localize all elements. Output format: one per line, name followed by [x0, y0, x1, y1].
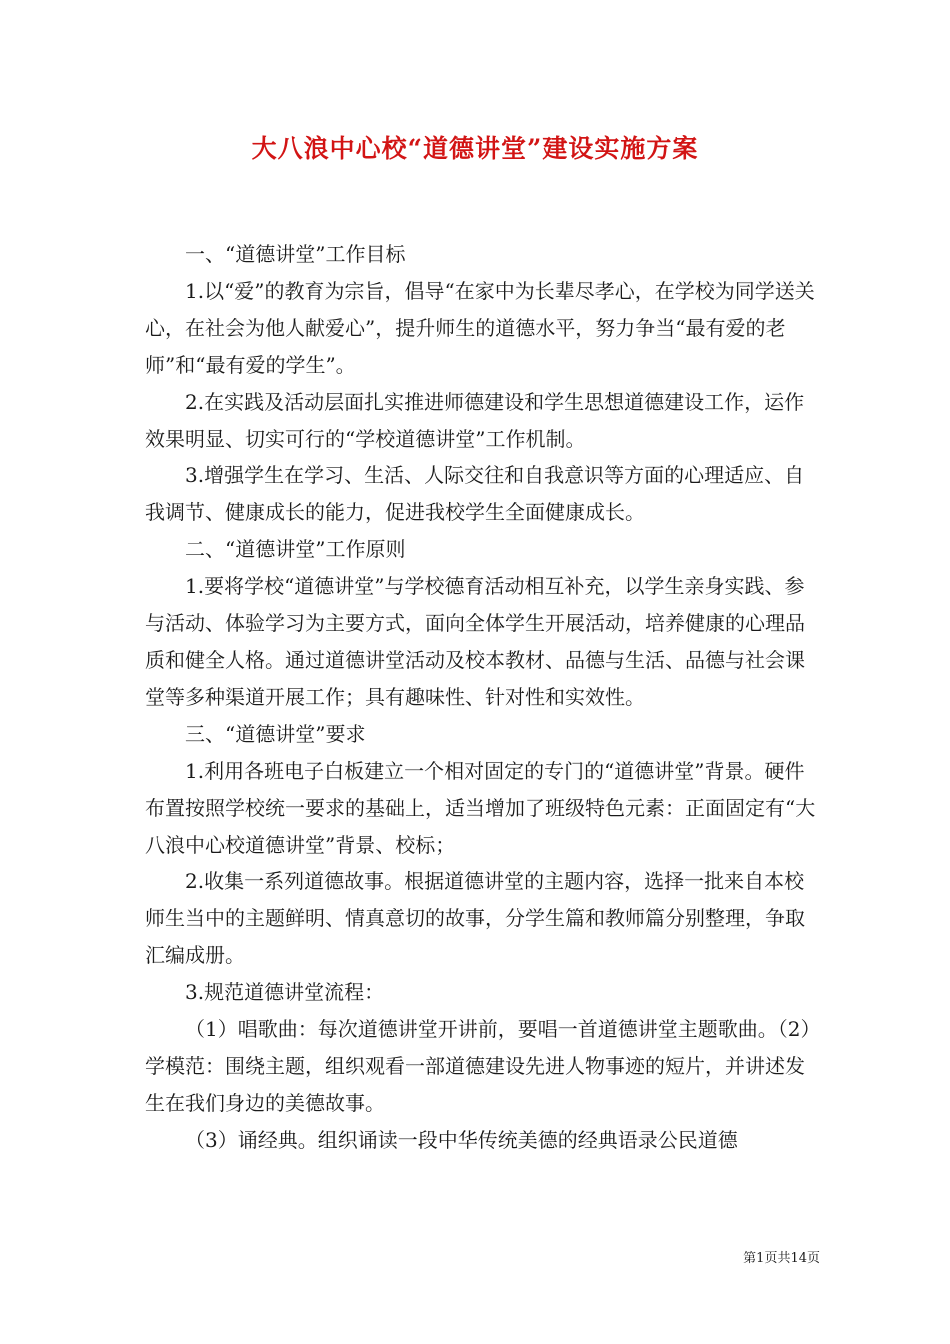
page-number: 第1页共14页 [743, 1251, 820, 1266]
paragraph-goal-1: 1.以“爱”的教育为宗旨，倡导“在家中为长辈尽孝心，在学校为同学送关心，在社会为他人献爱心”，提升师生的道德水平，努力争当“最有爱的老师”和“最有爱的学生”。 [145, 278, 815, 377]
section-heading-3: 三、“道德讲堂”要求 [185, 721, 366, 746]
paragraph-process-3: （3）诵经典。组织诵读一段中华传统美德的经典语录公民道德 [185, 1127, 738, 1152]
section-heading-2: 二、“道德讲堂”工作原则 [185, 537, 406, 562]
paragraph-requirement-3: 3.规范道德讲堂流程： [185, 980, 385, 1005]
paragraph-requirement-2: 2.收集一系列道德故事。根据道德讲堂的主题内容，选择一批来自本校师生当中的主题鲜明、情真意切的故事，分学生篇和教师篇分别整理，争取汇编成册。 [145, 869, 805, 968]
document-body [145, 236, 820, 1159]
paragraph-principle-1: 1.要将学校“道德讲堂”与学校德育活动相互补充，以学生亲身实践、参与活动、体验学习为主要方式，面向全体学生开展活动，培养健康的心理品质和健全人格。通过道德讲堂活动及校本教材、品德与生活、品德与社会课堂等多种渠道开展工作；具有趣味性、针对性和实效性。 [145, 574, 805, 709]
section-heading-1: 一、“道德讲堂”工作目标 [185, 242, 406, 266]
paragraph-requirement-1: 1.利用各班电子白板建立一个相对固定的专门的“道德讲堂”背景。硬件布置按照学校统一要求的基础上，适当增加了班级特色元素：正面固定有“大八浪中心校道德讲堂”背景、校标； [145, 758, 816, 857]
paragraph-goal-2: 2.在实践及活动层面扎实推进师德建设和学生思想道德建设工作，运作效果明显、切实可行的“学校道德讲堂”工作机制。 [145, 389, 805, 451]
paragraph-process-1-2: （1）唱歌曲：每次道德讲堂开讲前，要唱一首道德讲堂主题歌曲。（2）学模范：围绕主题，组织观看一部道德建设先进人物事迹的短片，并讲述发生在我们身边的美德故事。 [145, 1017, 811, 1115]
paragraph-goal-3: 3.增强学生在学习、生活、人际交往和自我意识等方面的心理适应、自我调节、健康成长的能力，促进我校学生全面健康成长。 [145, 463, 805, 525]
document-title: 大八浪中心校“道德讲堂”建设实施方案 [251, 134, 699, 163]
